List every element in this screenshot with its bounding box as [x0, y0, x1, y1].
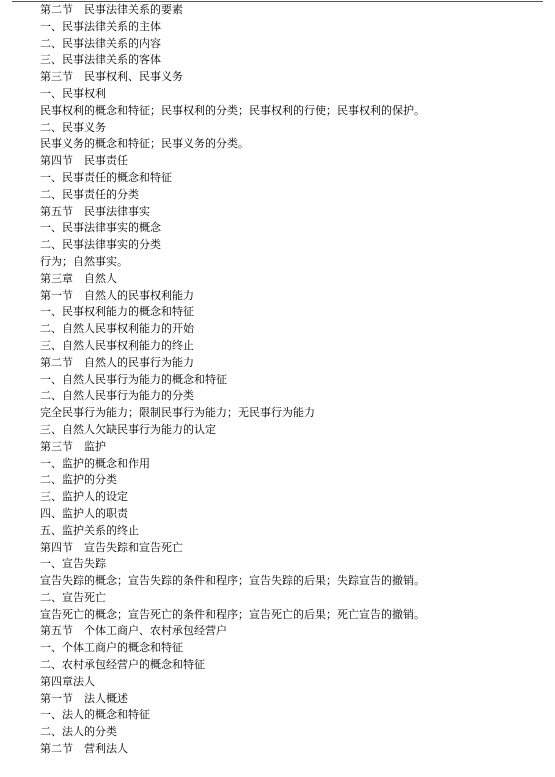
subsection-item: 二、宣告死亡 [40, 590, 106, 604]
subsection-item: 一、监护的概念和作用 [40, 456, 150, 470]
subsection-item: 五、监护关系的终止 [40, 523, 139, 537]
document-body [40, 2, 545, 758]
section-heading: 第四节 民事责任 [40, 154, 128, 168]
section-heading: 第二节 自然人的民事行为能力 [40, 355, 194, 369]
subsection-item: 一、民事权利能力的概念和特征 [40, 305, 194, 319]
detail-text: 宣告失踪的概念；宣告失踪的条件和程序；宣告失踪的后果；失踪宣告的撤销。 [40, 574, 425, 588]
subsection-item: 一、法人的概念和特征 [40, 708, 150, 722]
subsection-item: 二、法人的分类 [40, 725, 117, 739]
subsection-item: 三、自然人欠缺民事行为能力的认定 [40, 422, 216, 436]
section-heading: 第五节 个体工商户、农村承包经营户 [40, 624, 227, 638]
subsection-item: 二、农村承包经营户的概念和特征 [40, 658, 205, 672]
subsection-item: 四、监护人的职责 [40, 506, 128, 520]
subsection-item: 三、民事法律关系的客体 [40, 53, 161, 67]
subsection-item: 三、自然人民事权利能力的终止 [40, 338, 194, 352]
section-heading: 第二节 营利法人 [40, 742, 128, 756]
section-heading: 第一节 自然人的民事权利能力 [40, 288, 194, 302]
detail-text: 行为；自然事实。 [40, 254, 128, 268]
subsection-item: 三、监护人的设定 [40, 490, 128, 504]
subsection-item: 二、民事责任的分类 [40, 187, 139, 201]
subsection-item: 二、自然人民事权利能力的开始 [40, 322, 194, 336]
subsection-item: 一、个体工商户的概念和特征 [40, 641, 183, 655]
chapter-heading: 第四章法人 [40, 674, 95, 688]
subsection-item: 二、民事法律事实的分类 [40, 238, 161, 252]
section-heading: 第三节 监护 [40, 439, 106, 453]
subsection-item: 一、宣告失踪 [40, 557, 106, 571]
subsection-item: 二、监护的分类 [40, 473, 117, 487]
subsection-item: 一、民事责任的概念和特征 [40, 170, 172, 184]
section-heading: 第三节 民事权利、民事义务 [40, 70, 183, 84]
subsection-item: 二、自然人民事行为能力的分类 [40, 389, 194, 403]
subsection-item: 一、民事法律关系的主体 [40, 19, 161, 33]
detail-text: 民事权利的概念和特征；民事权利的分类；民事权利的行使；民事权利的保护。 [40, 103, 425, 117]
detail-text: 宣告死亡的概念；宣告死亡的条件和程序；宣告死亡的后果；死亡宣告的撤销。 [40, 607, 425, 621]
subsection-item: 一、民事权利 [40, 86, 106, 100]
section-heading: 第四节 宣告失踪和宣告死亡 [40, 540, 183, 554]
section-heading: 第二节 民事法律关系的要素 [40, 3, 183, 16]
section-heading: 第五节 民事法律事实 [40, 204, 150, 218]
subsection-item: 二、民事义务 [40, 120, 106, 134]
subsection-item: 一、民事法律事实的概念 [40, 221, 161, 235]
detail-text: 完全民事行为能力；限制民事行为能力；无民事行为能力 [40, 406, 315, 420]
detail-text: 民事义务的概念和特征；民事义务的分类。 [40, 137, 249, 151]
chapter-heading: 第三章 自然人 [40, 271, 117, 285]
subsection-item: 一、自然人民事行为能力的概念和特征 [40, 372, 227, 386]
subsection-item: 二、民事法律关系的内容 [40, 36, 161, 50]
section-heading: 第一节 法人概述 [40, 691, 128, 705]
